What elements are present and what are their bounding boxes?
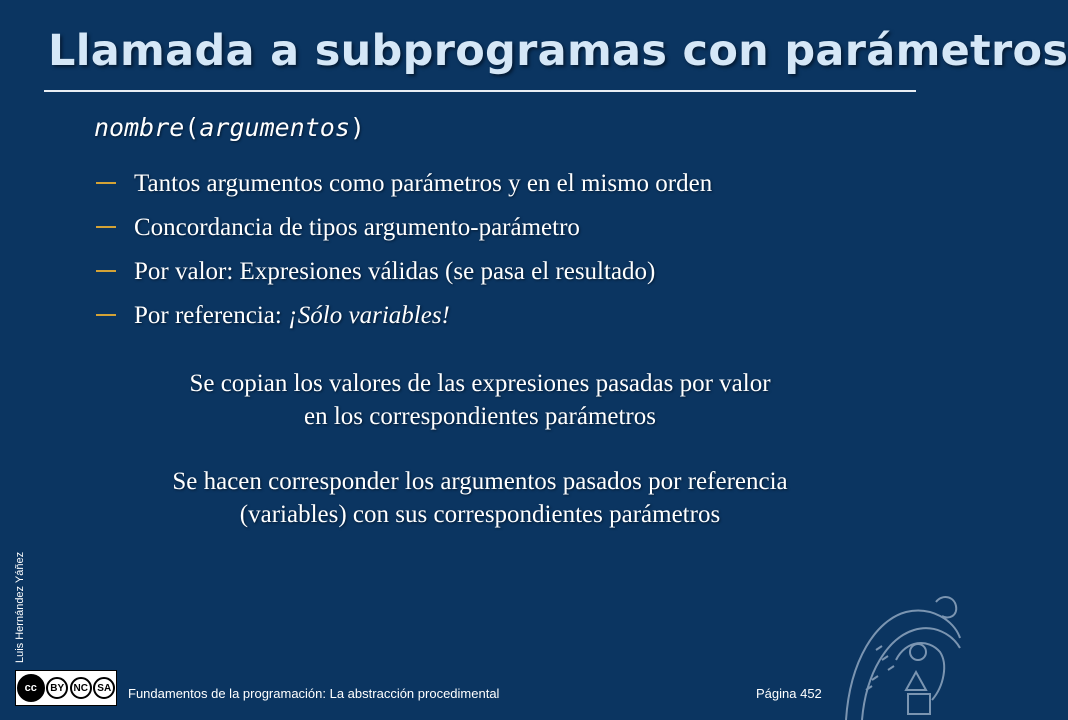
bullet-text: Tantos argumentos como parámetros y en el mismo orden bbox=[134, 170, 713, 197]
bullet-item bbox=[96, 210, 712, 254]
by-icon: BY bbox=[46, 677, 68, 699]
bullet-item bbox=[96, 254, 712, 298]
slide-title: Llamada a subprogramas con parámetros bbox=[48, 26, 1068, 76]
cc-icon: cc bbox=[17, 674, 45, 702]
dash-bullet-icon bbox=[96, 314, 116, 316]
bullet-text: Concordancia de tipos argumento-parámetro bbox=[134, 214, 580, 241]
dash-bullet-icon bbox=[96, 226, 116, 228]
reference-passing-note bbox=[60, 465, 900, 531]
open-paren: ( bbox=[184, 113, 200, 142]
note-line: (variables) con sus correspondientes parámetros bbox=[239, 501, 721, 528]
bullet-text: Por referencia: bbox=[134, 302, 289, 329]
call-signature bbox=[94, 113, 365, 142]
arguments-word: argumentos bbox=[199, 113, 350, 142]
page-number: Página 452 bbox=[756, 686, 822, 701]
course-name: Fundamentos de la programación: La abstracción procedimental bbox=[128, 686, 500, 701]
note-line: Se hacen corresponder los argumentos pasados por referencia bbox=[172, 468, 788, 495]
title-divider bbox=[44, 90, 916, 92]
note-line: en los correspondientes parámetros bbox=[304, 403, 656, 430]
close-paren: ) bbox=[349, 113, 365, 142]
sa-icon: SA bbox=[93, 677, 115, 699]
author-name: Luis Hernández Yáñez bbox=[14, 551, 26, 663]
note-line: Se copian los valores de las expresiones pasadas por valor bbox=[189, 370, 771, 397]
dash-bullet-icon bbox=[96, 182, 116, 184]
dash-bullet-icon bbox=[96, 270, 116, 272]
bullet-item bbox=[96, 298, 712, 342]
nc-icon: NC bbox=[70, 677, 92, 699]
creative-commons-badge bbox=[15, 670, 117, 706]
bullet-item bbox=[96, 166, 712, 210]
bullet-emphasis: ¡Sólo variables! bbox=[288, 302, 450, 329]
university-seal-icon bbox=[836, 590, 960, 720]
function-name: nombre bbox=[94, 113, 185, 142]
bullet-list bbox=[96, 166, 712, 342]
value-passing-note bbox=[60, 367, 900, 433]
bullet-text: Por valor: Expresiones válidas (se pasa el resultado) bbox=[134, 258, 656, 285]
